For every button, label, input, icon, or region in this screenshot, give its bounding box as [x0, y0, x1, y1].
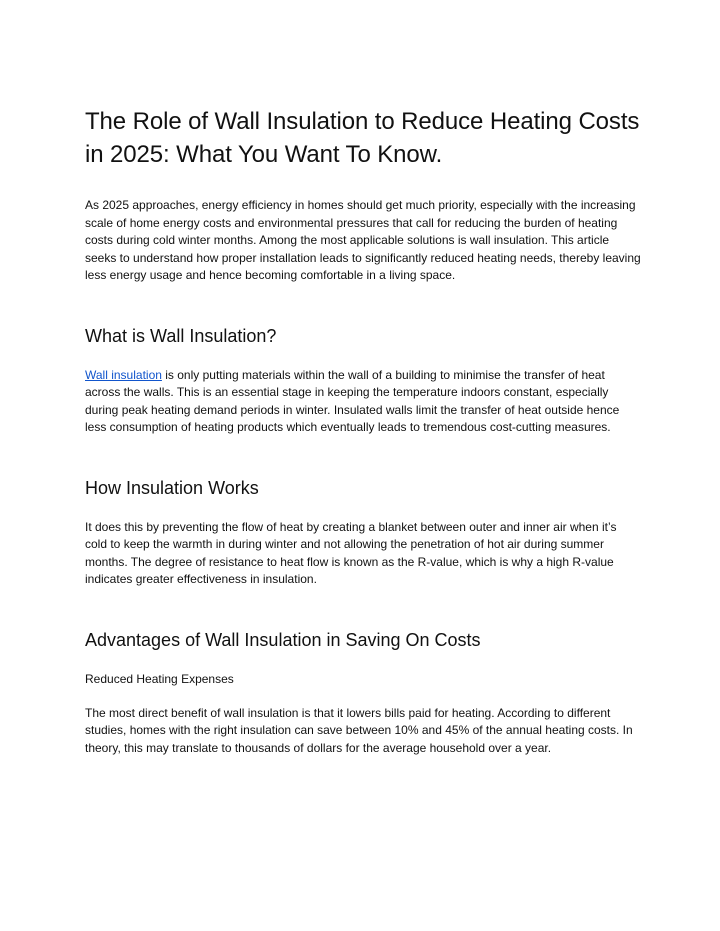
section-paragraph-what-is-wall-insulation — [85, 367, 641, 437]
intro-paragraph: As 2025 approaches, energy efficiency in homes should get much priority, especially with the increasing scale of home energy costs and environmental pressures that call for reducing the burden of heating costs during cold winter months. Among the most applicable solutions is wall insulation. This article seeks to understand how proper installation leads to significantly reduced heating needs, thereby leaving less energy usage and hence becoming comfortable in a living space. — [85, 198, 641, 282]
section-paragraph-text: is only putting materials within the wall of a building to minimise the transfer of heat across the walls. This is an essential stage in keeping the temperature indoors constant, especially during peak heating demand periods in winter. Insulated walls limit the transfer of heat outside hence less consumption of heating products which eventually leads to tremendous cost-cutting measures. — [85, 367, 620, 434]
document-page — [85, 105, 641, 757]
section-paragraph-how-insulation-works: It does this by preventing the flow of heat by creating a blanket between outer and inner air when it’s cold to keep the warmth in during winter and not allowing the penetration of hot air during summer months. The degree of resistance to heat flow is known as the R-value, which is why a high R-value indicates greater effectiveness in insulation. — [85, 519, 617, 586]
section-paragraph-advantages: The most direct benefit of wall insulation is that it lowers bills paid for heating. According to different studies, homes with the right insulation can save between 10% and 45% of the annual heating costs. In theory, this may translate to thousands of dollars for the average household over a year. — [85, 705, 633, 755]
subheading-reduced-heating-expenses: Reduced Heating Expenses — [85, 671, 234, 686]
wall-insulation-link[interactable]: Wall insulation — [85, 367, 162, 382]
article-title: The Role of Wall Insulation to Reduce Heating Costs in 2025: What You Want To Know. — [85, 108, 640, 168]
section-heading-how-insulation-works: How Insulation Works — [85, 477, 259, 498]
section-heading-what-is-wall-insulation: What is Wall Insulation? — [85, 325, 277, 346]
section-heading-advantages: Advantages of Wall Insulation in Saving On Costs — [85, 629, 481, 650]
